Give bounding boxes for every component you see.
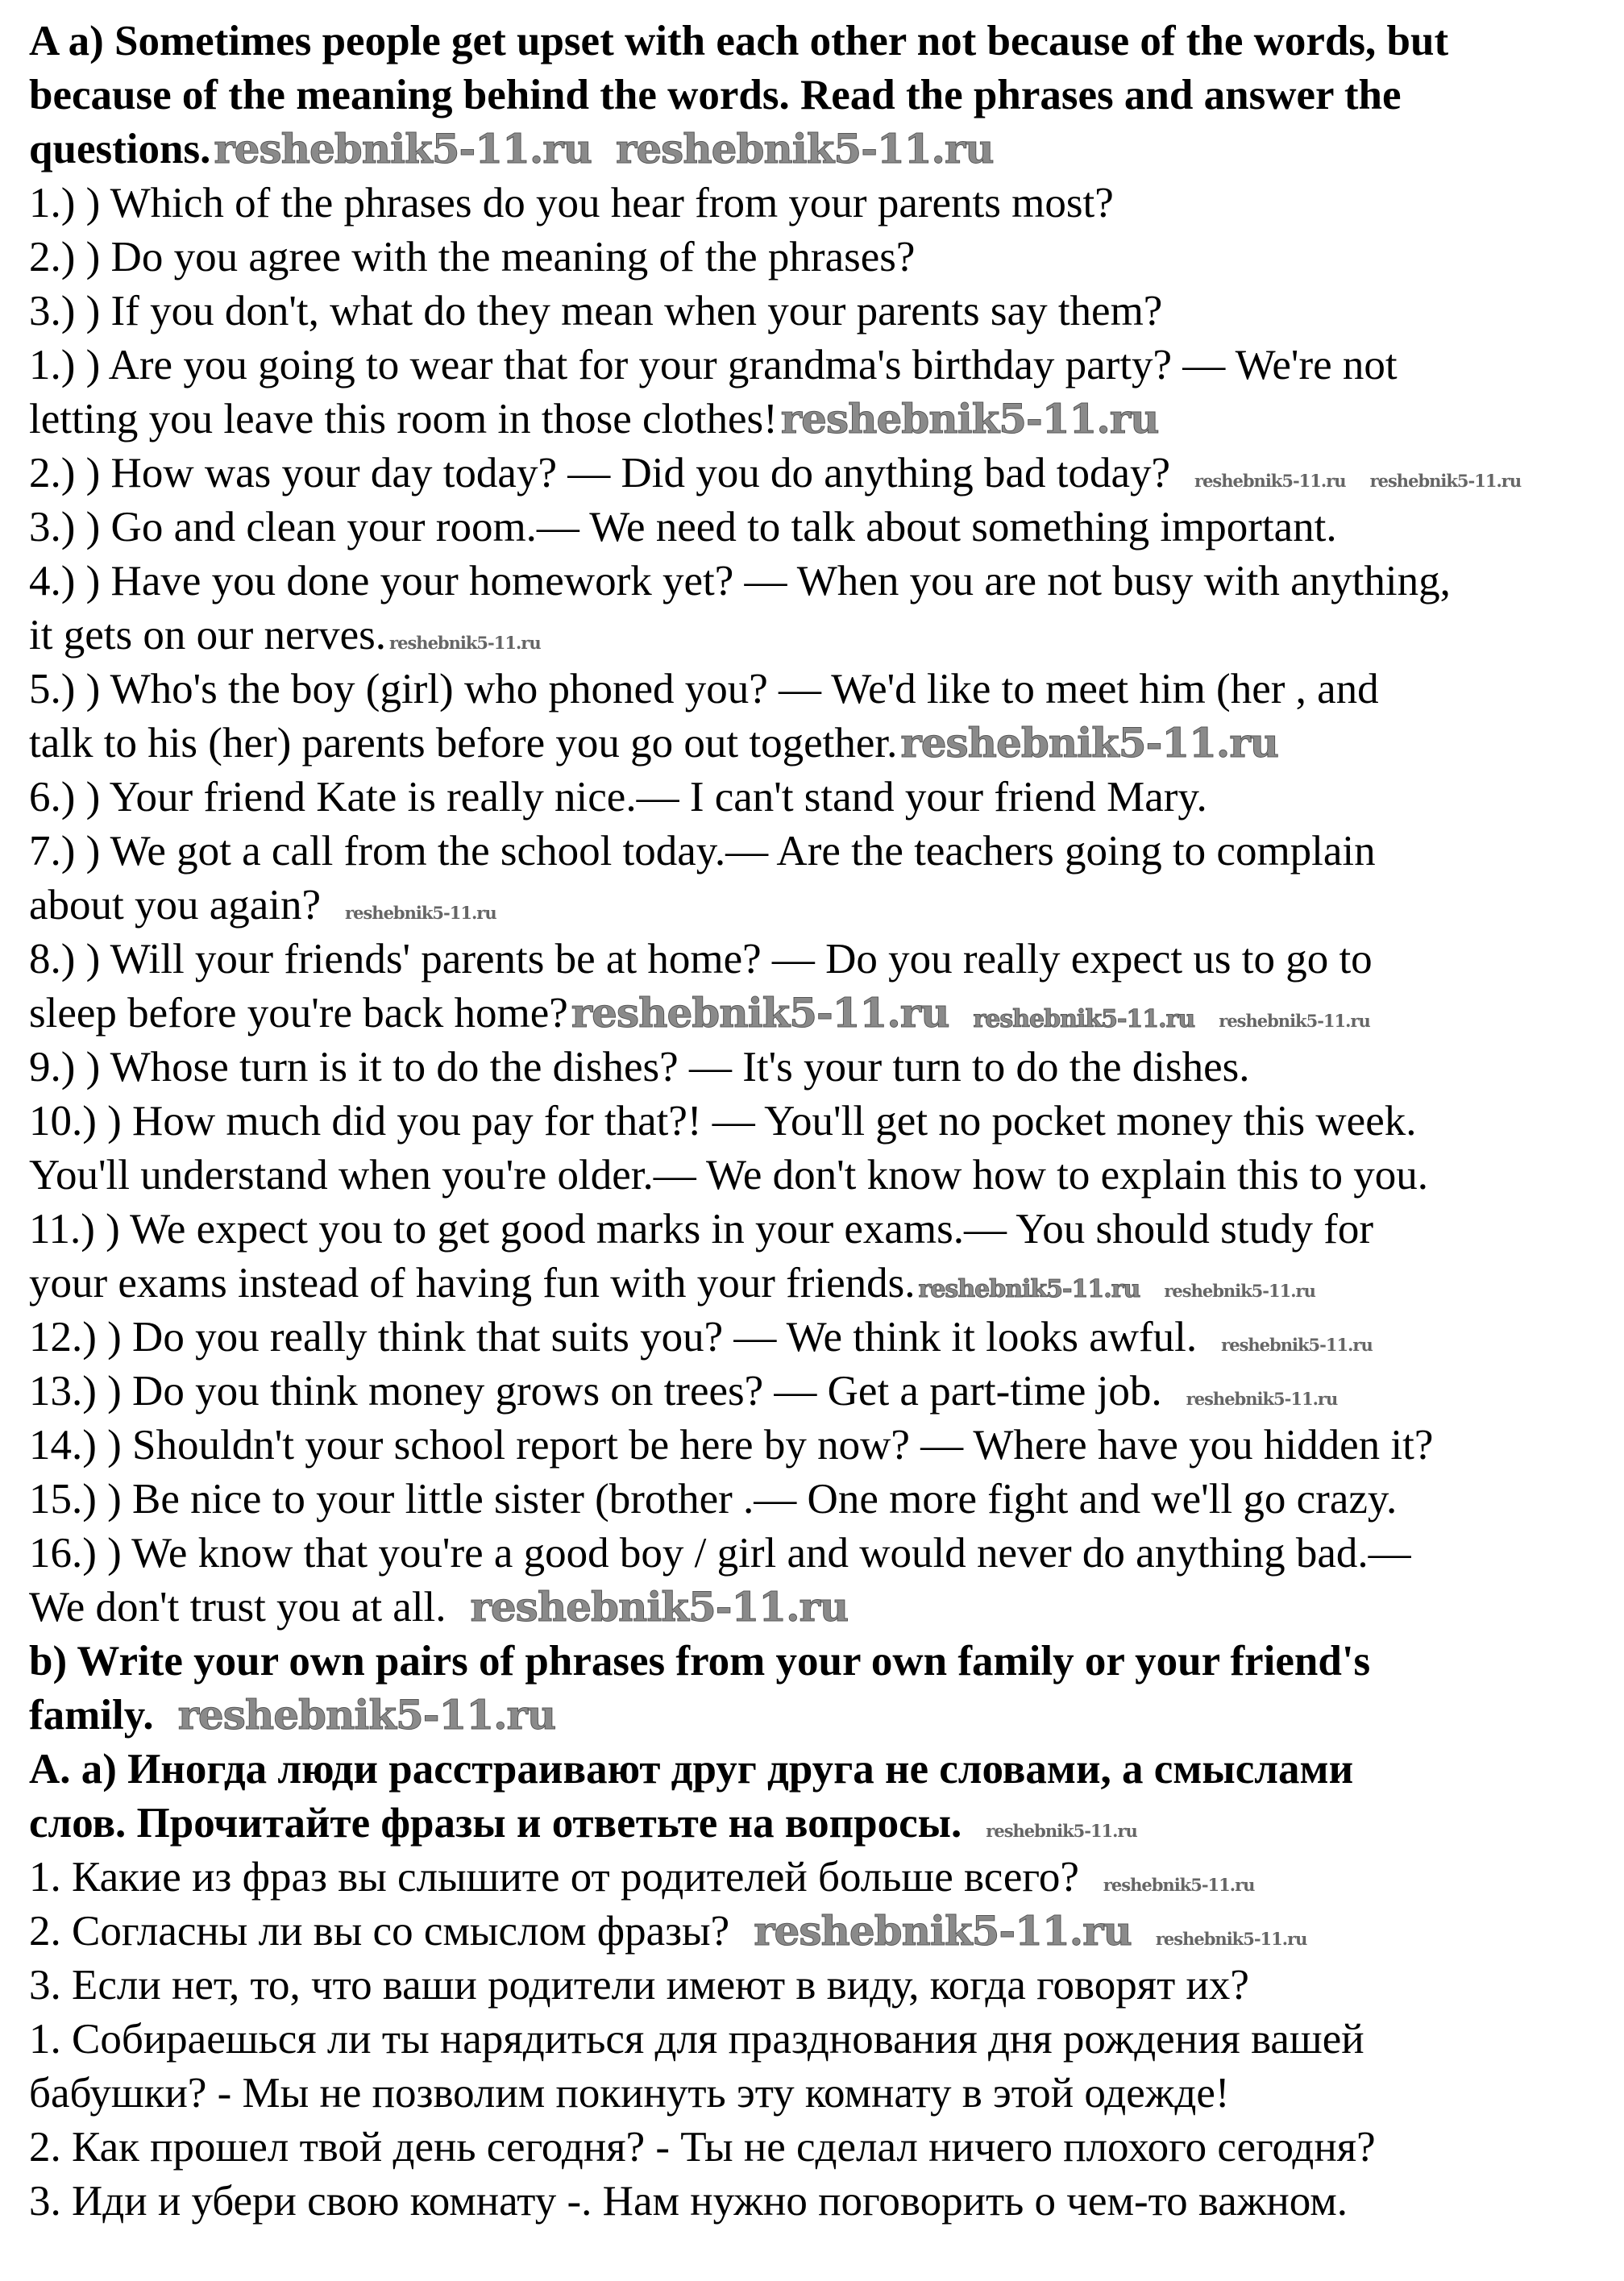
line-text: 9.) ) Whose turn is it to do the dishes? — It's your turn to do the dishes. [29, 1044, 1250, 1091]
text-line [29, 1203, 1621, 1257]
line-text: We don't trust you at all. [29, 1584, 446, 1631]
heading-line [29, 123, 1621, 177]
text-line [29, 1419, 1621, 1473]
line-text: 8.) ) Will your friends' parents be at home? — Do you really expect us to go to [29, 936, 1373, 983]
text-line [29, 1851, 1621, 1905]
line-text: letting you leave this room in those clothes! [29, 396, 778, 442]
watermark: reshebnik5-11.ru [1186, 1389, 1338, 1409]
watermark: reshebnik5-11.ru [615, 125, 994, 172]
line-text: because of the meaning behind the words. Read the phrases and answer the [29, 72, 1402, 118]
line-text: b) Write your own pairs of phrases from your own family or your friend's [29, 1638, 1371, 1685]
heading-line [29, 69, 1621, 123]
line-text: бабушки? - Мы не позволим покинуть эту комнату в этой одежде! [29, 2070, 1230, 2117]
text-line [29, 231, 1621, 285]
line-text: А. а) Иногда люди расстраивают друг друга не словами, а смыслами [29, 1746, 1354, 1793]
text-line [29, 2067, 1621, 2121]
line-text: 2.) ) Do you agree with the meaning of the phrases? [29, 234, 916, 280]
line-text: 2.) ) How was your day today? — Did you do anything bad today? [29, 450, 1170, 497]
line-text: 1.) ) Which of the phrases do you hear from your parents most? [29, 180, 1114, 226]
line-text: 13.) ) Do you think money grows on trees? — Get a part-time job. [29, 1368, 1162, 1415]
line-text: sleep before you're back home? [29, 990, 568, 1037]
watermark: reshebnik5-11.ru [754, 1907, 1132, 1955]
line-text: 7.) ) We got a call from the school today.— Are the teachers going to complain [29, 828, 1376, 875]
text-line [29, 663, 1621, 717]
text-line [29, 609, 1621, 663]
line-text: 5.) ) Who's the boy (girl) who phoned you? — We'd like to meet him (her , and [29, 666, 1379, 713]
text-line [29, 1095, 1621, 1149]
line-text: 16.) ) We know that you're a good boy / girl and would never do anything bad.— [29, 1530, 1411, 1577]
watermark: reshebnik5-11.ru [900, 719, 1279, 767]
line-text: family. [29, 1692, 154, 1739]
watermark: reshebnik5-11.ru [1155, 1929, 1307, 1949]
line-text: it gets on our nerves. [29, 612, 387, 659]
line-text: 10.) ) How much did you pay for that?! — You'll get no pocket money this week. [29, 1098, 1417, 1145]
text-line [29, 771, 1621, 825]
text-line [29, 879, 1621, 933]
text-line [29, 933, 1621, 987]
watermark: reshebnik5-11.ru [345, 903, 496, 923]
line-text: 1. Собираешься ли ты нарядиться для празднования дня рождения вашей [29, 2016, 1364, 2063]
text-line [29, 1905, 1621, 1959]
line-text: 3. Иди и убери свою комнату -. Нам нужно поговорить о чем-то важном. [29, 2178, 1348, 2225]
text-line [29, 1473, 1621, 1527]
text-line [29, 717, 1621, 771]
text-line [29, 1041, 1621, 1095]
line-text: questions. [29, 126, 211, 172]
heading-line [29, 1635, 1621, 1689]
text-line [29, 2121, 1621, 2175]
line-text: 15.) ) Be nice to your little sister (brother .— One more fight and we'll go crazy. [29, 1476, 1398, 1523]
watermark: reshebnik5-11.ru [389, 633, 541, 653]
watermark: reshebnik5-11.ru [780, 395, 1159, 442]
heading-line [29, 1743, 1621, 1797]
text-line [29, 177, 1621, 231]
text-line [29, 447, 1621, 501]
line-text: 6.) ) Your friend Kate is really nice.— I can't stand your friend Mary. [29, 774, 1207, 821]
text-line [29, 2013, 1621, 2067]
line-text: 2. Как прошел твой день сегодня? - Ты не сделал ничего плохого сегодня? [29, 2124, 1376, 2171]
text-line [29, 1365, 1621, 1419]
text-line [29, 1311, 1621, 1365]
line-text: 3. Если нет, то, что ваши родители имеют в виду, когда говорят их? [29, 1962, 1249, 2009]
watermark: reshebnik5-11.ru [571, 989, 949, 1037]
watermark: reshebnik5-11.ru [1369, 471, 1522, 491]
heading-line [29, 1797, 1621, 1851]
line-text: A a) Sometimes people get upset with each other not because of the words, but [29, 18, 1449, 64]
text-line [29, 825, 1621, 879]
line-text: 3.) ) Go and clean your room.— We need to talk about something important. [29, 504, 1337, 551]
document-body [29, 15, 1621, 2229]
watermark: reshebnik5-11.ru [1164, 1281, 1315, 1301]
watermark: reshebnik5-11.ru [214, 125, 592, 172]
text-line [29, 1149, 1621, 1203]
line-text: 3.) ) If you don't, what do they mean when your parents say them? [29, 288, 1163, 334]
text-line [29, 285, 1621, 339]
line-text: слов. Прочитайте фразы и ответьте на вопросы. [29, 1800, 962, 1847]
watermark: reshebnik5-11.ru [986, 1821, 1137, 1841]
line-text: 11.) ) We expect you to get good marks in your exams.— You should study for [29, 1206, 1373, 1253]
watermark: reshebnik5-11.ru [1219, 1011, 1370, 1031]
text-line [29, 555, 1621, 609]
text-line [29, 1257, 1621, 1311]
line-text: 14.) ) Shouldn't your school report be here by now? — Where have you hidden it? [29, 1422, 1434, 1469]
watermark: reshebnik5-11.ru [1194, 471, 1346, 491]
text-line [29, 1581, 1621, 1635]
watermark: reshebnik5-11.ru [470, 1583, 849, 1631]
text-line [29, 393, 1621, 447]
line-text: your exams instead of having fun with your friends. [29, 1260, 916, 1307]
text-line [29, 501, 1621, 555]
line-text: 4.) ) Have you done your homework yet? — When you are not busy with anything, [29, 558, 1451, 605]
watermark: reshebnik5-11.ru [177, 1691, 556, 1739]
heading-line [29, 1689, 1621, 1743]
watermark: reshebnik5-11.ru [973, 1005, 1195, 1033]
line-text: 12.) ) Do you really think that suits you? — We think it looks awful. [29, 1314, 1198, 1361]
line-text: 1. Какие из фраз вы слышите от родителей больше всего? [29, 1854, 1079, 1901]
line-text: You'll understand when you're older.— We don't know how to explain this to you. [29, 1152, 1428, 1199]
text-line [29, 339, 1621, 393]
line-text: talk to his (her) parents before you go out together. [29, 720, 898, 767]
line-text: about you again? [29, 882, 322, 929]
watermark: reshebnik5-11.ru [1221, 1335, 1373, 1355]
text-line [29, 2175, 1621, 2229]
watermark: reshebnik5-11.ru [1103, 1875, 1255, 1895]
line-text: 2. Согласны ли вы со смыслом фразы? [29, 1908, 730, 1955]
text-line [29, 1527, 1621, 1581]
line-text: 1.) ) Are you going to wear that for your grandma's birthday party? — We're not [29, 342, 1398, 388]
watermark: reshebnik5-11.ru [918, 1275, 1140, 1303]
heading-line [29, 15, 1621, 69]
text-line [29, 987, 1621, 1041]
text-line [29, 1959, 1621, 2013]
